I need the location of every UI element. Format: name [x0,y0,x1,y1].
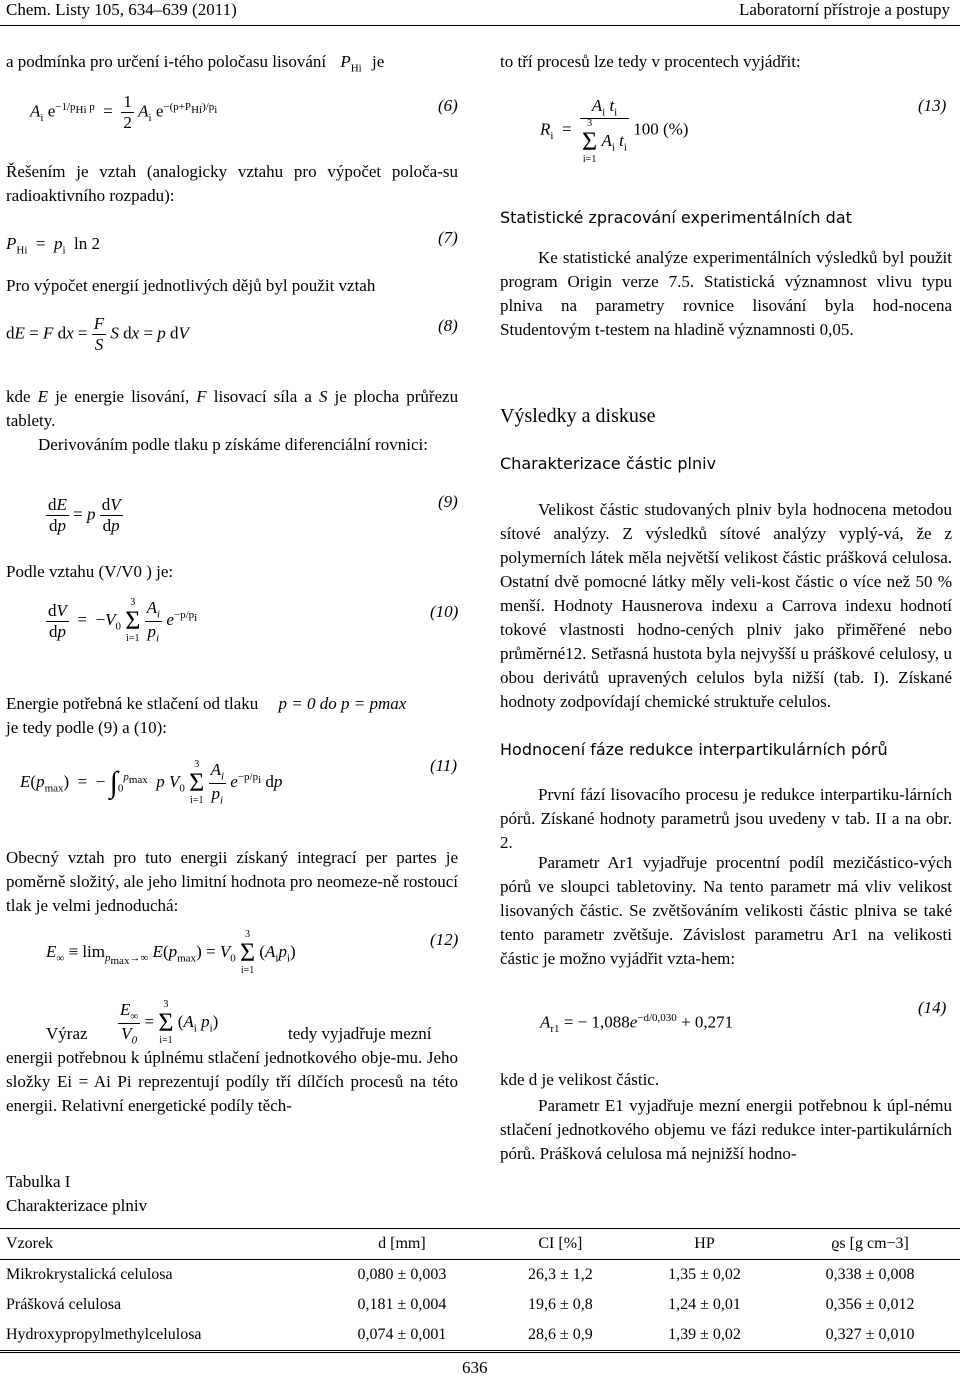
right-paragraph-4: První fází lisovacího procesu je redukce interpartiku-lárních pórů. Získané hodnoty parametrů jsou uvedeny v tab. II a na obr. 2. [500,785,952,852]
equation-6: $A_i$ $e^{-1/p_{Hi} p}$ = $\frac{1}{2}$ $A_i$ $e^{-(p+P_{Hi})/p_i}$ [30,92,218,132]
table-cell: 26,3 ± 1,2 [527,1266,593,1283]
table-cell: 0,338 ± 0,008 [825,1266,915,1283]
table-row [0,1320,960,1351]
section-heading-statistics: Statistické zpracování experimentálních dat [500,208,852,227]
footer-rule [0,1352,960,1353]
table-cell: Mikrokrystalická celulosa [6,1266,173,1283]
intro-line: a podmínka pro určení i-tého poločasu lisování $P_{Hi}$ je [6,52,385,75]
table-header-cell: ϱs [g cm−3] [780,1229,960,1260]
table-caption-label: Tabulka I [6,1172,71,1191]
subsection-heading-pores: Hodnocení fáze redukce interpartikulárních pórů [500,740,888,759]
table-row [0,1260,960,1291]
table-cell: 0,356 ± 0,012 [825,1296,915,1313]
right-paragraph-5: Parametr Ar1 vyjadřuje procentní podíl mezičástico-vých pórů ve sloupci tabletoviny. Na tento parametr má vliv velikost lisovaných částic. Se zvětšováním velikosti částic plniva se také tento parametr zvětšuje. Závislost parametru Ar1 na velikosti částic je možno vyjádřit vzta-hem: [500,853,952,968]
table-header-row [0,1229,960,1260]
equation-9: $\frac{dE}{dp}$ = p $\frac{dV}{dp}$ [48,495,121,535]
paragraph-6-b: je tedy podle (9) a (10): [6,718,167,737]
paragraph-1: Řešením je vztah (analogicky vztahu pro výpočet poloča-su radioaktivního rozpadu): [6,162,458,205]
table-cell: Hydroxypropylmethylcelulosa [0,1320,312,1351]
header-rule [0,25,960,26]
paragraph-2: Pro výpočet energií jednotlivých dějů byl použit vztah [6,276,376,295]
table-cell: 1,35 ± 0,02 [668,1266,741,1283]
right-paragraph-7: Parametr E1 vyjadřuje mezní energii potřebnou k úpl-nému stlačení jednotkového objemu ve fázi redukce inter-partikulárních pórů. Prášková celulosa má nejnižší hodno- [500,1096,952,1163]
characterization-table [0,1228,960,1351]
equation-12: $E_\infty \equiv \lim_{p_{max}\to\infty} E(p_{max}) = V_0$ 3 Σ i=1 $(A_ip_i)$ [46,929,296,976]
equation-11: $E(p_{max})$ = − $\int_0^{p_{max}}$ p $V_0$ 3 Σ i=1 $\frac{A_i}{p_i}$ $e^{-p/p_i}$ dp [20,759,283,806]
equation-12-number: (12) [430,930,459,949]
right-paragraph-1: to tří procesů lze tedy v procentech vyjádřit: [500,52,801,71]
table-cell: 0,327 ± 0,010 [780,1320,960,1351]
running-header-left: Chem. Listy 105, 634–639 (2011) [6,0,237,19]
paragraph-3: kde E je energie lisování, F lisovací síla a S je plocha průřezu tablety. [6,387,459,430]
equation-9-number: (9) [438,492,458,511]
right-paragraph-6: kde d je velikost částic. [500,1070,660,1089]
table-cell: 0,074 ± 0,001 [312,1320,492,1351]
equation-11-number: (11) [430,756,458,775]
paragraph-7: Obecný vztah pro tuto energii získaný integrací per partes je poměrně složitý, ale jeho limitní hodnota pro neomeze-ně rostoucí tlak je velmi jednoduchá: [6,848,458,915]
table-cell: Prášková celulosa [6,1296,122,1313]
equation-10: $\frac{dV}{dp}$ = $-V_0$ 3 Σ i=1 $\frac{A_i}{p_i}$ $e^{-p/p_i}$ [48,597,198,644]
table-cell: 0,181 ± 0,004 [357,1296,447,1313]
table-header-cell: HP [629,1229,780,1260]
equation-6-number: (6) [438,96,458,115]
equation-8-number: (8) [438,316,458,335]
equation-8: dE = F dx = $\frac{F}{S}$ S dx = p dV [6,314,189,354]
equation-inline-ratio: $\frac{E_\infty}{V_0}$ = 3 Σ i=1 ($A_i$ $p_i$) [120,999,219,1046]
running-header-right: Laboratorní přístroje a postupy [738,0,950,19]
right-paragraph-3: Velikost částic studovaných plniv byla hodnocena metodou sítové analýzy. Z výsledků sítové analýzy vyplý-vá, že z polymerních látek měla největší velikost částic prášková celulosa. Ostatní dvě pomocné látky měly veli-kost částic o více než 50 % menší. Hodnoty Hausnerova indexu a Carrova indexu hodnotí tokové vlastnosti hodno-cených plniv jako přiměřené nebo průměrné12. Setřasná hustota byla nejvyšší u práškové celulosy, u obou derivátů upravených celulos byla nižší (tab. I). Získané hodnoty zodpovídají chemické struktuře celulos. [500,500,952,711]
paragraph-8-a: Výraz [46,1024,88,1043]
equation-7: $P_{Hi} = p_i$ ln 2 [6,234,101,257]
equation-10-number: (10) [430,602,459,621]
paragraph-5: Podle vztahu (V/V0 ) je: [6,562,174,581]
paragraph-8-c: energii potřebnou k úplnému stlačení jednotkového obje-mu. Jeho složky Ei = Ai Pi reprezentují podíly tří dílčích procesů na této energii. Relativní energetické podíly těch- [6,1048,458,1115]
table-cell: 1,39 ± 0,02 [629,1320,780,1351]
equation-7-number: (7) [438,228,458,247]
paragraph-8-b: tedy vyjadřuje mezní [288,1024,432,1043]
table-cell: 0,080 ± 0,003 [357,1266,447,1283]
equation-13-number: (13) [918,96,947,115]
equation-14-number: (14) [918,998,947,1017]
paragraph-6-a: Energie potřebná ke stlačení od tlaku p = 0 do p = pmax [6,694,407,713]
table-row [0,1290,960,1320]
paragraph-4: Derivováním podle tlaku p získáme diferenciální rovnici: [38,435,428,454]
equation-13: $R_i$ = $A_i$ $t_i$ 3 Σ i=1 $A_i$ $t_i$ 100 (%) [540,96,689,166]
section-heading-results: Výsledky a diskuse [500,405,656,427]
table-caption-title: Charakterizace plniv [6,1196,148,1215]
table-header-cell: CI [%] [492,1229,629,1260]
table-cell: 19,6 ± 0,8 [527,1296,593,1313]
table-header-cell: Vzorek [0,1229,312,1260]
equation-14: $A_{r1}$ = − $1,088e^{-d/0,030} + 0,271$ [540,1012,734,1036]
table-cell: 28,6 ± 0,9 [492,1320,629,1351]
table-header-cell: d [mm] [312,1229,492,1260]
right-paragraph-2: Ke statistické analýze experimentálních výsledků byl použit program Origin verze 7.5. Statistická významnost vlivu typu plniva na parametry rovnice lisování byla hod-nocena Studentovým t-testem na hladině významnosti 0,05. [500,248,952,339]
page-number: 636 [462,1358,488,1377]
table-cell: 1,24 ± 0,01 [668,1296,741,1313]
subsection-heading-particles: Charakterizace částic plniv [500,454,717,473]
